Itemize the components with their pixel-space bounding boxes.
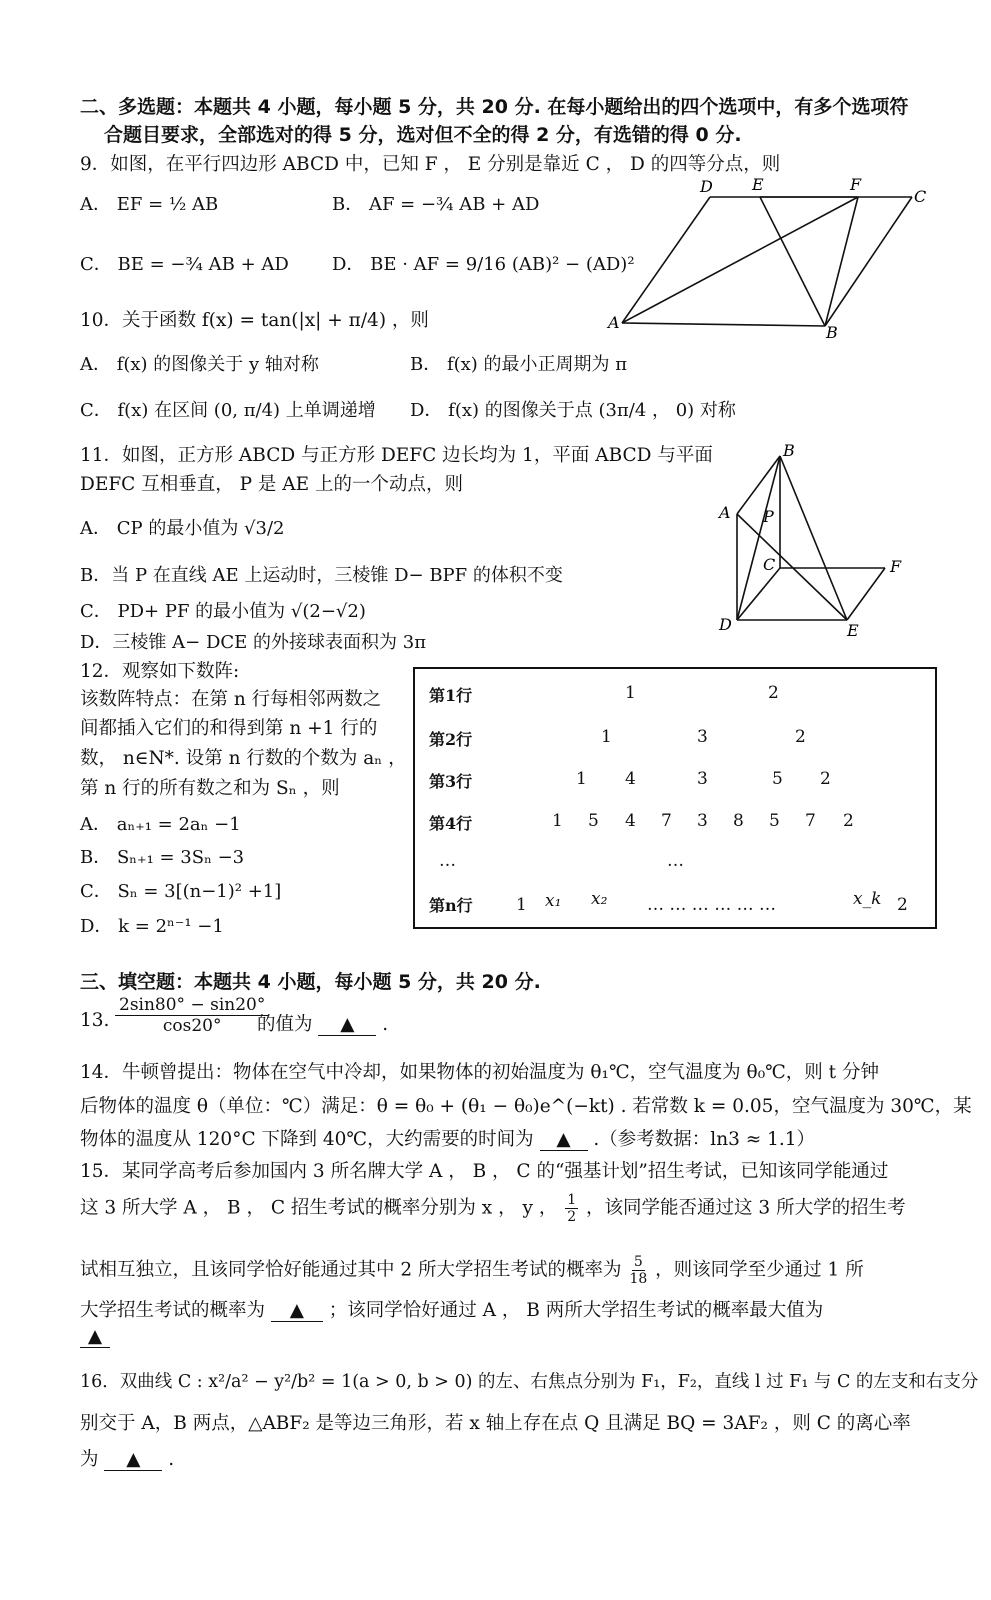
table-cell: 2 bbox=[897, 895, 908, 915]
q11-squares-figure bbox=[705, 438, 925, 643]
q16-line1: 16．双曲线 C : x²/a² − y²/b² = 1(a > 0, b > 0) 的左、右焦点分别为 F₁，F₂，直线 l 过 F₁ 与 C 的左支和右支分 bbox=[80, 1372, 979, 1392]
q15-answer-blank-2[interactable]: ▲ bbox=[80, 1326, 110, 1348]
q15-line4 bbox=[80, 1296, 823, 1322]
q15-fraction-5-18 bbox=[629, 1254, 647, 1287]
q9-label-f: F bbox=[850, 175, 862, 194]
q9-option-d: D． BE · AF = 9/16 (AB)² − (AD)² bbox=[332, 254, 635, 275]
q12-desc-line3: 数， n∈N*. 设第 n 行数的个数为 aₙ ， bbox=[80, 748, 407, 769]
q12-number-array-table bbox=[413, 667, 937, 929]
table-cell: 2 bbox=[768, 683, 779, 703]
q15-line5 bbox=[80, 1326, 110, 1348]
table-row4-label: 第4行 bbox=[429, 814, 473, 833]
q13-tail-text: 的值为 bbox=[257, 1014, 313, 1035]
q11-option-c: C． PD+ PF 的最小值为 √(2−√2) bbox=[80, 601, 366, 622]
section3-title: 三、填空题：本题共 4 小题，每小题 5 分，共 20 分. bbox=[80, 971, 541, 993]
q15-line1: 15．某同学高考后参加国内 3 所名牌大学 A ， B ， C 的“强基计划”招生考试，已知该同学能通过 bbox=[80, 1161, 889, 1182]
q10-option-d: D． f(x) 的图像关于点 (3π/4 ， 0) 对称 bbox=[410, 400, 736, 421]
q13-answer-blank[interactable]: ▲ bbox=[318, 1014, 376, 1036]
q11-label-a: A bbox=[719, 503, 731, 522]
q12-option-c: C． Sₙ = 3[(n−1)² +1] bbox=[80, 881, 282, 902]
q15-line4-tail: ；该同学恰好通过 A ， B 两所大学招生考试的概率最大值为 bbox=[328, 1300, 824, 1321]
table-cell: 8 bbox=[733, 811, 744, 831]
table-cell: 4 bbox=[625, 811, 636, 831]
table-cell: x₂ bbox=[591, 889, 608, 909]
section2-title-line1: 二、多选题：本题共 4 小题，每小题 5 分，共 20 分. 在每小题给出的四个选项中，有多个选项符 bbox=[80, 96, 909, 118]
q9-label-e: E bbox=[752, 175, 764, 194]
q11-label-e: E bbox=[847, 621, 859, 640]
q15-frac2-num: 5 bbox=[633, 1254, 643, 1270]
q9-option-b: B． AF = −¾ AB + AD bbox=[332, 194, 540, 215]
q11-stem-line2: DEFC 互相垂直， P 是 AE 上的一个动点，则 bbox=[80, 474, 464, 495]
q14-line2: 后物体的温度 θ（单位：℃）满足：θ = θ₀ + (θ₁ − θ₀)e^(−kt) . 若常数 k = 0.05，空气温度为 30℃，某 bbox=[80, 1096, 972, 1117]
q15-line4-text: 大学招生考试的概率为 bbox=[80, 1300, 266, 1321]
q11-option-a: A． CP 的最小值为 √3/2 bbox=[80, 518, 285, 539]
q10-option-c: C． f(x) 在区间 (0, π/4) 上单调递增 bbox=[80, 400, 376, 421]
table-row3-label: 第3行 bbox=[429, 772, 473, 791]
q16-line3 bbox=[80, 1445, 174, 1471]
q14-reference: .（参考数据：ln3 ≈ 1.1） bbox=[593, 1129, 816, 1150]
q16-line2: 别交于 A，B 两点，△ABF₂ 是等边三角形，若 x 轴上存在点 Q 且满足 BQ = 3AF₂ ，则 C 的离心率 bbox=[80, 1413, 911, 1434]
q9-option-c: C． BE = −¾ AB + AD bbox=[80, 254, 289, 275]
table-cell: 1 bbox=[576, 769, 587, 789]
table-cell: 1 bbox=[601, 727, 612, 747]
q15-answer-blank-1[interactable]: ▲ bbox=[271, 1300, 323, 1322]
q16-end: . bbox=[168, 1449, 175, 1470]
q9-label-b: B bbox=[826, 323, 838, 342]
q11-stem-line1: 11．如图，正方形 ABCD 与正方形 DEFC 边长均为 1，平面 ABCD 与平面 bbox=[80, 445, 713, 466]
q12-option-a: A． aₙ₊₁ = 2aₙ −1 bbox=[80, 814, 241, 835]
q11-label-f: F bbox=[890, 557, 902, 576]
q12-desc-line1: 该数阵特点：在第 n 行每相邻两数之 bbox=[80, 689, 382, 710]
table-cell: 3 bbox=[697, 727, 708, 747]
q9-label-a: A bbox=[608, 313, 620, 332]
table-row2-label: 第2行 bbox=[429, 730, 473, 749]
q11-label-b: B bbox=[783, 441, 795, 460]
q15-line3-text: 试相互独立，且该同学恰好能通过其中 2 所大学招生考试的概率为 bbox=[80, 1259, 622, 1281]
q12-stem: 12．观察如下数阵: bbox=[80, 661, 240, 682]
table-dots-left: … bbox=[439, 851, 456, 871]
q12-desc-line4: 第 n 行的所有数之和为 Sₙ ，则 bbox=[80, 778, 340, 799]
section2-title-line2: 合题目要求，全部选对的得 5 分，选对但不全的得 2 分，有选错的得 0 分. bbox=[104, 124, 742, 146]
q15-line3-tail: ，则该同学至少通过 1 所 bbox=[655, 1259, 864, 1281]
q15-line2 bbox=[80, 1192, 906, 1225]
table-cell: x₁ bbox=[545, 891, 562, 911]
q16-answer-blank[interactable]: ▲ bbox=[104, 1449, 162, 1471]
q10-option-a: A． f(x) 的图像关于 y 轴对称 bbox=[80, 354, 319, 375]
table-dots-mid: … bbox=[667, 851, 684, 871]
q13-end: . bbox=[382, 1014, 389, 1035]
q9-label-d: D bbox=[700, 177, 713, 196]
q13-number: 13. bbox=[80, 1010, 110, 1031]
q15-line2-tail: ，该同学能否通过这 3 所大学的招生考 bbox=[586, 1197, 906, 1219]
q16-line3-text: 为 bbox=[80, 1449, 99, 1470]
q14-line1: 14．牛顿曾提出：物体在空气中冷却，如果物体的初始温度为 θ₁℃，空气温度为 θ₀℃，则 t 分钟 bbox=[80, 1062, 879, 1083]
table-cell: 7 bbox=[661, 811, 672, 831]
q11-label-d: D bbox=[719, 615, 732, 634]
table-cell: 5 bbox=[769, 811, 780, 831]
table-row1-label: 第1行 bbox=[429, 686, 473, 705]
table-cell: 2 bbox=[795, 727, 806, 747]
table-cell: 4 bbox=[625, 769, 636, 789]
table-rown-label: 第n行 bbox=[429, 896, 473, 915]
q11-label-p: P bbox=[763, 507, 774, 526]
q9-stem: 9．如图，在平行四边形 ABCD 中，已知 F ， E 分别是靠近 C ， D 的四等分点，则 bbox=[80, 154, 781, 175]
table-cell: x_k bbox=[853, 889, 882, 909]
q9-parallelogram-figure bbox=[600, 170, 940, 345]
table-cell: 1 bbox=[516, 895, 527, 915]
table-cell: 7 bbox=[805, 811, 816, 831]
table-cell: 1 bbox=[552, 811, 563, 831]
q10-option-b: B． f(x) 的最小正周期为 π bbox=[410, 354, 628, 375]
table-cell: 2 bbox=[843, 811, 854, 831]
q13-tail bbox=[257, 1010, 388, 1036]
q15-frac1-den: 2 bbox=[567, 1209, 577, 1225]
q10-stem: 10．关于函数 f(x) = tan(|x| + π/4) ，则 bbox=[80, 310, 429, 331]
q15-fraction-half bbox=[565, 1192, 578, 1225]
q14-line3-text: 物体的温度从 120°C 下降到 40℃，大约需要的时间为 bbox=[80, 1129, 534, 1150]
q13-denominator: cos20° bbox=[162, 1016, 222, 1036]
q13-numerator: 2sin80° − sin20° bbox=[115, 995, 269, 1016]
table-cell: 5 bbox=[772, 769, 783, 789]
q15-frac1-num: 1 bbox=[567, 1192, 577, 1208]
q12-option-d: D． k = 2ⁿ⁻¹ −1 bbox=[80, 916, 224, 937]
q12-option-b: B． Sₙ₊₁ = 3Sₙ −3 bbox=[80, 847, 245, 868]
table-cell: 1 bbox=[625, 683, 636, 703]
table-cell: 3 bbox=[697, 769, 708, 789]
q12-desc-line2: 间都插入它们的和得到第 n +1 行的 bbox=[80, 718, 378, 739]
q9-option-a: A． EF = ½ AB bbox=[80, 194, 219, 215]
q11-option-b: B．当 P 在直线 AE 上运动时，三棱锥 D− BPF 的体积不变 bbox=[80, 565, 563, 586]
table-cell: … … … … … … bbox=[647, 895, 777, 915]
q15-line3 bbox=[80, 1254, 864, 1287]
q15-frac2-den: 18 bbox=[629, 1271, 648, 1287]
q11-label-c: C bbox=[763, 555, 776, 574]
table-cell: 2 bbox=[820, 769, 831, 789]
q13-fraction bbox=[115, 995, 269, 1036]
q14-answer-blank[interactable]: ▲ bbox=[540, 1129, 588, 1151]
q11-option-d: D．三棱锥 A− DCE 的外接球表面积为 3π bbox=[80, 632, 427, 653]
q9-label-c: C bbox=[914, 187, 927, 206]
table-cell: 3 bbox=[697, 811, 708, 831]
q14-line3 bbox=[80, 1125, 815, 1151]
q15-line2-text: 这 3 所大学 A ， B ， C 招生考试的概率分别为 x ， y ， bbox=[80, 1197, 558, 1219]
table-cell: 5 bbox=[588, 811, 599, 831]
